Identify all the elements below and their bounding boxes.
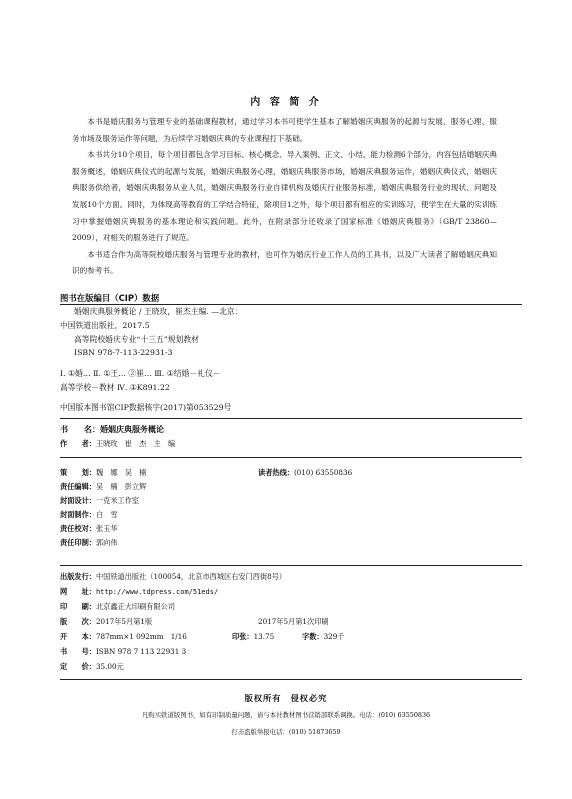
- publishing-top-rule: [60, 565, 522, 566]
- hotline-row: [258, 468, 352, 478]
- cip-line-3: 高等院校婚庆专业“十三五”规划教材: [74, 335, 199, 344]
- cip-line-2: 中国铁道出版社，2017.5: [60, 321, 150, 330]
- publisher-label: 出版发行：: [60, 572, 96, 581]
- print-resp-label: 责任印制：: [60, 538, 96, 547]
- proof-label: 责任校对：: [60, 524, 96, 533]
- words-value: 329千: [323, 632, 345, 641]
- printer-label: 印 刷：: [60, 602, 96, 611]
- words-label: 字数：: [302, 632, 324, 641]
- book-title-label: 书 名：: [60, 425, 100, 434]
- quality-notice: 凡购买铁道版图书，如有印制质量问题，请与本社教材图书营销部联系调换。电话：(010) 63550836: [141, 711, 431, 719]
- format-value: 787mm×1 092mm 1/16: [95, 632, 187, 641]
- isbn-row: [60, 647, 186, 657]
- price-label: 定 价：: [60, 662, 96, 671]
- format-label: 开 本：: [60, 632, 96, 641]
- publisher-value: 中国铁道出版社（100054，北京市西城区右安门西街8号）: [95, 572, 287, 581]
- edition-value: 2017年5月第1版: [95, 617, 153, 626]
- cip-line-1: 婚姻庆典服务概论 / 王晓玫，崔杰主编. —北京：: [74, 307, 243, 316]
- book-author-row: [60, 439, 175, 449]
- printer-row: [60, 602, 175, 612]
- proof-value: 张玉华: [95, 524, 118, 533]
- edition-label: 版 次：: [60, 617, 96, 626]
- sheets-value: 13.75: [253, 632, 275, 641]
- cover-design-label: 封面设计：: [60, 496, 96, 505]
- cover-design-row: [60, 496, 139, 506]
- print-resp-row: [60, 538, 118, 548]
- planner-row: [60, 468, 146, 478]
- summary-title: 内 容 简 介: [250, 97, 322, 108]
- planner-label: 策 划：: [60, 468, 96, 477]
- print-resp-value: 郭向伟: [95, 538, 118, 547]
- cip-line-5: Ⅰ. ①婚… Ⅱ. ①王… ②崔… Ⅲ. ①结婚－礼仪－: [60, 369, 221, 378]
- price-row: [60, 662, 124, 672]
- editor-value: 吴 楠 彭立辉: [95, 482, 147, 491]
- words-row: [302, 632, 345, 642]
- book-title-row: [60, 424, 164, 435]
- book-title-value: 婚姻庆典服务概论: [100, 425, 164, 434]
- cover-design-value: 一克米工作室: [95, 496, 140, 505]
- price-value: 35.00元: [95, 662, 124, 671]
- summary-paragraph-3: 本书适合作为高等院校婚庆服务与管理专业的教材，也可作为婚庆行业工作人员的工具书，以及广大读者了解婚姻庆典知识的参考书。: [72, 249, 497, 276]
- planner-value: 魏 娜 吴 楠: [95, 468, 147, 477]
- cover-make-label: 封面制作：: [60, 510, 96, 519]
- rights-heading: 版权所有 侵权必究: [244, 693, 328, 703]
- summary-paragraph-2: 本书共分10个项目，每个项目都包含学习目标、核心概念、导入案例、正文、小结、能力检测6个部分，内容包括婚姻庆典服务概述，婚姻庆典仪式的起源与发展，婚姻庆典服务心理，婚姻庆典服务市场，婚姻庆典服务运作，婚姻庆典仪式，婚姻庆典服务供给者，婚姻庆典服务从业人员，婚姻庆典服务行业自律机构及婚庆行业服务标准，婚姻庆典服务行业的现状、问题及发展10个方面。同时，为体现高等教育的工学结合特征，除项目1之外，每个项目都有相应的实训练习，使学生在大量的实训练习中掌握婚姻庆典服务的基本理论和实践问题。此外，在附录部分还收录了国家标准《婚姻庆典服务》（GB/T 23860—2009），对相关的服务进行了规范。: [72, 150, 497, 243]
- proof-row: [60, 524, 118, 534]
- editor-row: [60, 482, 146, 492]
- hotline-value: (010) 63550836: [293, 468, 353, 477]
- cip-line-7: 中国版本图书馆CIP数据核字(2017)第053529号: [60, 403, 232, 412]
- rights-top-rule: [60, 679, 522, 680]
- cover-make-row: [60, 510, 118, 520]
- printing-value: 2017年5月第1次印刷: [258, 617, 329, 626]
- cover-make-value: 白 雪: [95, 510, 118, 519]
- cip-top-rule: [60, 304, 522, 305]
- cip-heading: 图书在版编目（CIP）数据: [60, 293, 160, 303]
- printer-value: 北京鑫正大印刷有限公司: [95, 602, 176, 611]
- editorial-top-rule: [60, 457, 522, 458]
- publisher-row: [60, 572, 286, 582]
- isbn-value: ISBN 978 7 113 22931 3: [95, 647, 187, 656]
- url-row: [60, 587, 218, 597]
- url-label: 网 址：: [60, 587, 96, 596]
- url-value: http://www.tdpress.com/51eds/: [95, 588, 219, 596]
- hotline-label: 读者热线：: [258, 468, 294, 477]
- book-author-value: 王晓玫 崔 杰 主 编: [95, 439, 176, 448]
- format-row: [60, 632, 187, 642]
- editor-label: 责任编辑：: [60, 482, 96, 491]
- printing-row: [258, 617, 329, 627]
- summary-paragraph-1: 本书是婚庆服务与管理专业的基础课程教材，通过学习本书可使学生基本了解婚姻庆典服务的起源与发展、服务心理、服务市场及服务运作等问题，为后续学习婚姻庆典的专业课程打下基础。: [72, 117, 497, 143]
- sheets-row: [232, 632, 274, 642]
- book-author-label: 作 者：: [60, 439, 96, 448]
- cip-bottom-rule: [60, 418, 522, 419]
- isbn-label: 书 号：: [60, 647, 96, 656]
- cip-line-6: 高等学校－教材 Ⅳ. ①K891.22: [60, 383, 170, 392]
- sheets-label: 印张：: [232, 632, 254, 641]
- content-summary: [72, 114, 497, 280]
- piracy-hotline: 打击盗版举报电话：(010) 51873659: [231, 728, 341, 736]
- edition-row: [60, 617, 152, 627]
- cip-line-4: ISBN 978-7-113-22931-3: [74, 348, 173, 357]
